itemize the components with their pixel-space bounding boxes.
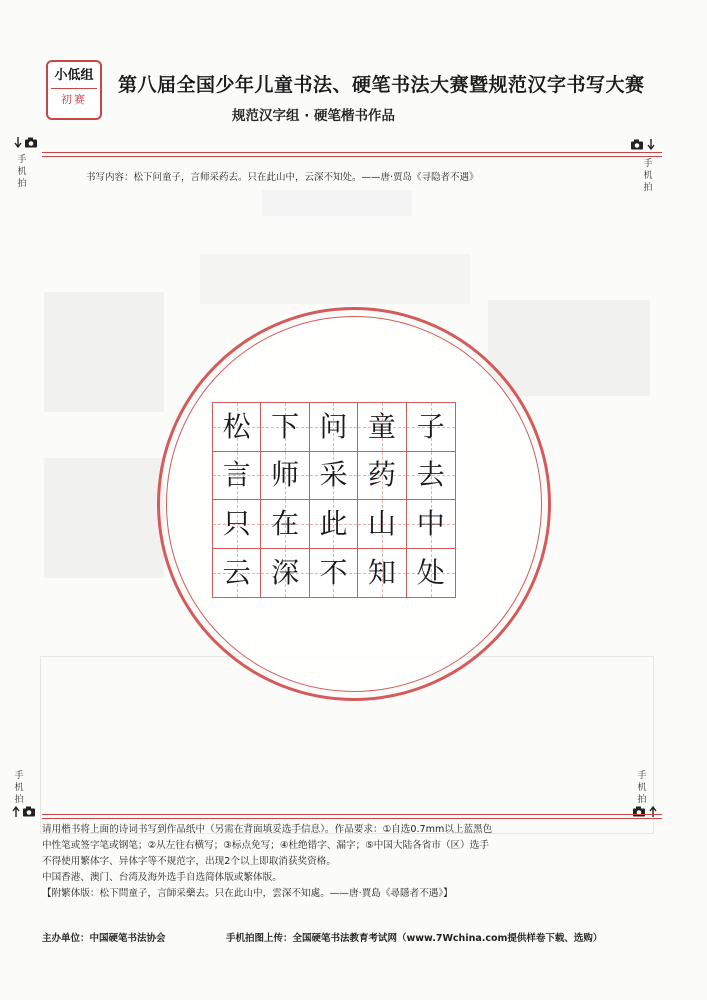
- group-badge: [46, 60, 102, 120]
- corner-marker-bottom-left: [12, 805, 42, 819]
- corner-marker-top-left: [14, 136, 44, 150]
- grid-cell: 松: [213, 403, 261, 452]
- grid-cell: 下: [261, 403, 309, 452]
- grid-cell: 只: [213, 500, 261, 549]
- corner-marker-bottom-right: [632, 805, 662, 819]
- bleed-through-heading: [262, 190, 412, 216]
- instructions-line: 中国香港、澳门、台湾及海外选手自选简体版或繁体版。: [42, 872, 282, 883]
- bleed-through-qr-left-top: [44, 292, 164, 412]
- camera-icon: [630, 139, 644, 150]
- instructions-line: 请用楷书将上面的诗词书写到作品纸中（另需在背面填妥选手信息）。作品要求：①自选0.7mm以上蓝黑色: [42, 824, 493, 835]
- bleed-through-panel-right: [488, 300, 650, 396]
- grid-cell: 知: [358, 549, 406, 598]
- traditional-version-line: 【附繁体版：松下問童子，言師采藥去。只在此山中，雲深不知處。——唐·賈島《尋隱者不遇》】: [42, 888, 453, 899]
- writing-grid: [212, 402, 456, 598]
- grid-cell: 山: [358, 500, 406, 549]
- phone-label-bottom-left: 手 机 拍: [14, 771, 24, 805]
- bleed-through-qr-left-bottom: [44, 458, 164, 578]
- grid-cell: 问: [310, 403, 358, 452]
- grid-cell: 师: [261, 452, 309, 501]
- instructions-line: 不得使用繁体字、异体字等不规范字，出现2个以上即取消获奖资格。: [42, 856, 336, 867]
- arrow-up-icon: [12, 805, 20, 817]
- instructions-line: 中性笔或签字笔或钢笔；②从左往右横写；③标点免写；④杜绝错字、漏字；⑤中国大陆各省市（区）选手: [42, 840, 489, 851]
- grid-cell: 中: [407, 500, 455, 549]
- arrow-up-icon: [649, 805, 657, 817]
- organizer-text: 主办单位：中国硬笔书法协会: [42, 933, 166, 944]
- top-rule-thin: [42, 156, 662, 157]
- upload-text: 手机拍图上传：全国硬笔书法教育考试网（www.7Wchina.com提供样卷下载、选购）: [226, 933, 603, 944]
- stage-label: 初赛: [61, 93, 87, 106]
- grid-cell: 童: [358, 403, 406, 452]
- bleed-through-box-mid: [200, 254, 470, 304]
- arrow-down-icon: [647, 139, 655, 151]
- bottom-rule: [42, 818, 662, 819]
- instructions-block: [42, 822, 662, 902]
- phone-label-top-right: 手 机 拍: [643, 159, 653, 193]
- grid-cell: 药: [358, 452, 406, 501]
- arrow-down-icon: [14, 137, 22, 149]
- phone-label-top-left: 手 机 拍: [17, 155, 27, 189]
- phone-label-bottom-right: 手 机 拍: [637, 771, 647, 805]
- grid-cell: 处: [407, 549, 455, 598]
- grid-cell: 云: [213, 549, 261, 598]
- grid-cell: 在: [261, 500, 309, 549]
- grid-cell: 深: [261, 549, 309, 598]
- grid-cell: 不: [310, 549, 358, 598]
- camera-icon: [22, 806, 36, 817]
- grid-cell: 采: [310, 452, 358, 501]
- top-rule: [42, 152, 662, 153]
- camera-icon: [632, 806, 646, 817]
- writing-content-line: 书写内容：松下问童子，言师采药去。只在此山中，云深不知处。——唐·贾岛《寻隐者不遇》: [86, 172, 479, 183]
- camera-icon: [24, 137, 38, 148]
- page-subtitle: 规范汉字组 · 硬笔楷书作品: [232, 108, 396, 124]
- grid-cell: 言: [213, 452, 261, 501]
- page-title: 第八届全国少年儿童书法、硬笔书法大赛暨规范汉字书写大赛: [118, 74, 645, 96]
- bottom-rule-thin: [42, 814, 662, 815]
- corner-marker-top-right: [630, 138, 660, 152]
- grid-cell: 子: [407, 403, 455, 452]
- grid-cell: 此: [310, 500, 358, 549]
- group-label: 小低组: [51, 64, 97, 89]
- grid-cell: 去: [407, 452, 455, 501]
